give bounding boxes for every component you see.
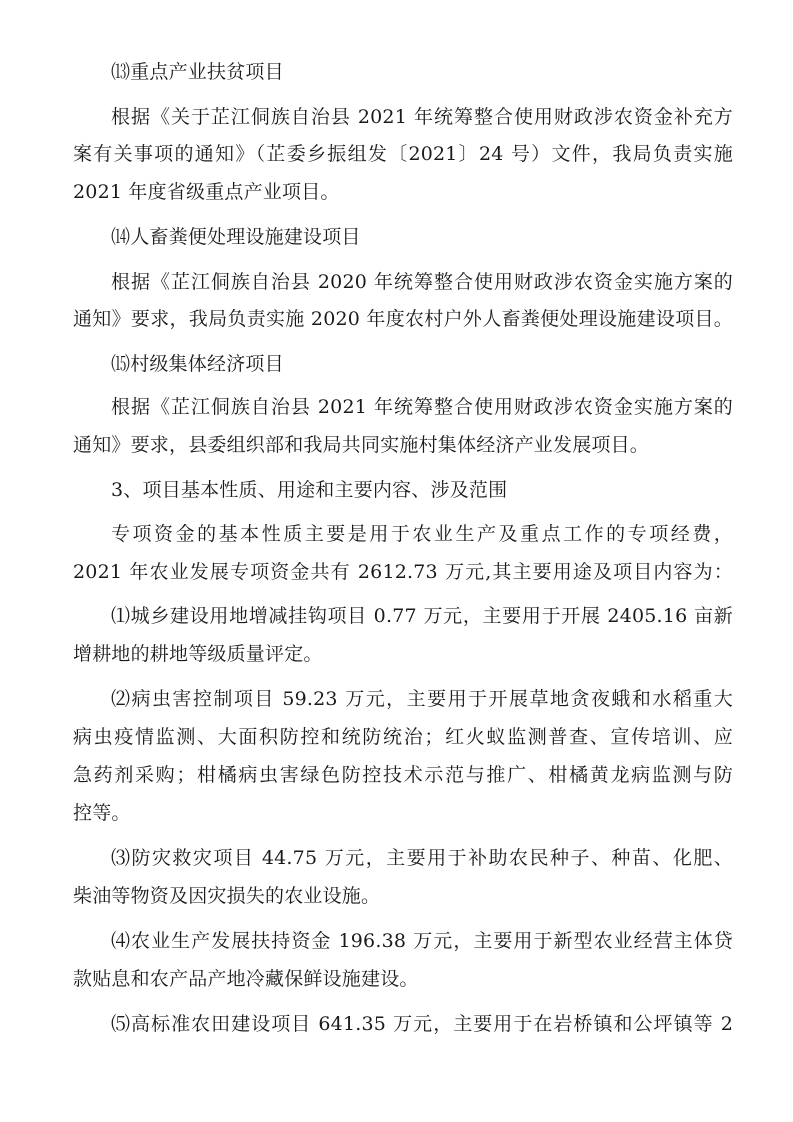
paragraph-line: 根据《关于芷江侗族自治县 2021 年统筹整合使用财政涉农资金补充方 xyxy=(111,106,733,128)
paragraph-line: 通知》要求，县委组织部和我局共同实施村集体经济产业发展项目。 xyxy=(73,434,650,456)
paragraph-line: 根据《芷江侗族自治县 2020 年统筹整合使用财政涉农资金实施方案的 xyxy=(111,271,733,293)
paragraph-line: 2021 年农业发展专项资金共有 2612.73 万元,其主要用途及项目内容为： xyxy=(73,561,733,583)
paragraph-line: ⑸高标准农田建设项目 641.35 万元，主要用于在岩桥镇和公坪镇等 2 xyxy=(111,1013,733,1035)
paragraph-line: 款贴息和农产品产地冷藏保鲜设施建设。 xyxy=(73,968,419,990)
paragraph-line: ⑴城乡建设用地增减挂钩项目 0.77 万元，主要用于开展 2405.16 亩新 xyxy=(111,605,733,627)
paragraph-line: 2021 年度省级重点产业项目。 xyxy=(73,181,340,203)
paragraph-line: ⑵病虫害控制项目 59.23 万元，主要用于开展草地贪夜蛾和水稻重大 xyxy=(111,688,733,710)
paragraph-line: 柴油等物资及因灾损失的农业设施。 xyxy=(73,885,381,907)
paragraph-line: 专项资金的基本性质主要是用于农业生产及重点工作的专项经费， xyxy=(111,523,733,545)
item-14-heading: ⒁人畜粪便处理设施建设项目 xyxy=(111,226,361,248)
paragraph-line: ⑶防灾救灾项目 44.75 万元，主要用于补助农民种子、种苗、化肥、 xyxy=(111,847,733,869)
section-3-heading: 3、项目基本性质、用途和主要内容、涉及范围 xyxy=(111,479,508,501)
paragraph-line: 案有关事项的通知》（芷委乡振组发〔2021〕24 号）文件，我局负责实施 xyxy=(73,143,733,165)
paragraph-line: 增耕地的耕地等级质量评定。 xyxy=(73,643,323,665)
paragraph-line: 急药剂采购；柑橘病虫害绿色防控技术示范与推广、柑橘黄龙病监测与防 xyxy=(73,764,733,786)
paragraph-line: 通知》要求，我局负责实施 2020 年度农村户外人畜粪便处理设施建设项目。 xyxy=(73,308,733,330)
paragraph-line: 病虫疫情监测、大面积防控和统防统治；红火蚁监测普查、宣传培训、应 xyxy=(73,726,733,748)
paragraph-line: ⑷农业生产发展扶持资金 196.38 万元，主要用于新型农业经营主体贷 xyxy=(111,930,733,952)
paragraph-line: 根据《芷江侗族自治县 2021 年统筹整合使用财政涉农资金实施方案的 xyxy=(111,396,733,418)
item-13-heading: ⒀重点产业扶贫项目 xyxy=(111,61,284,83)
item-15-heading: ⒂村级集体经济项目 xyxy=(111,353,284,375)
paragraph-line: 控等。 xyxy=(73,802,131,824)
